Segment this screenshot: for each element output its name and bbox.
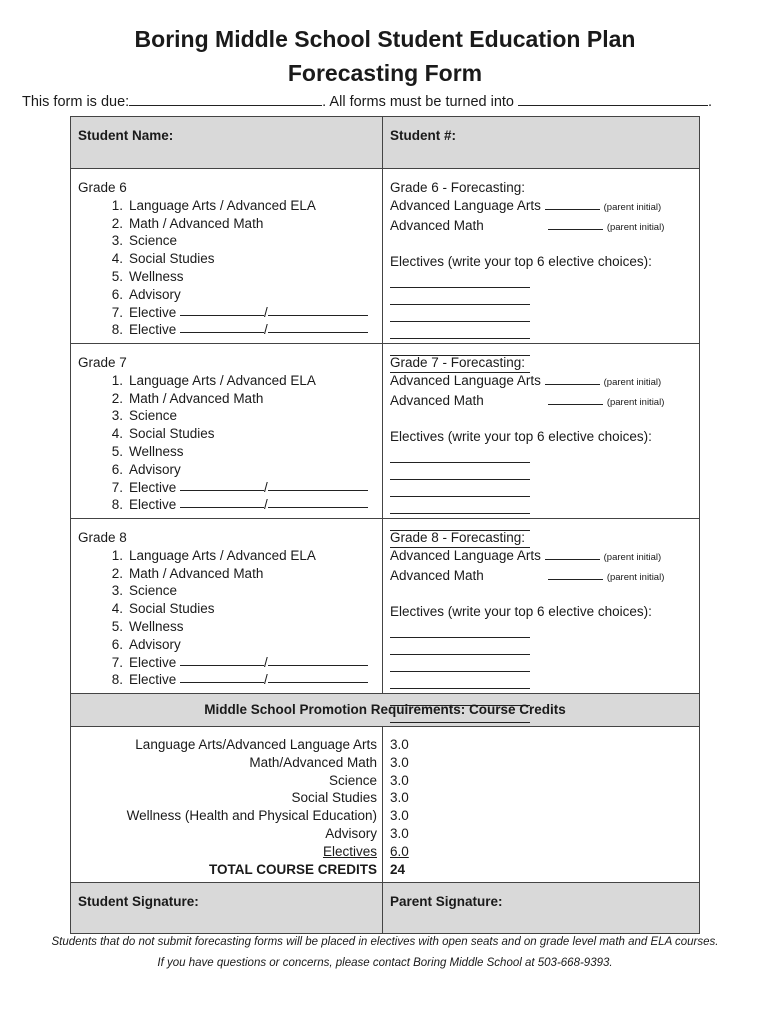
form-title: Boring Middle School Student Education Plan: [134, 26, 636, 52]
elective-blank[interactable]: [180, 496, 264, 508]
list-item: 5. Wellness: [111, 268, 184, 284]
list-item: 7. Elective /: [78, 654, 375, 672]
parent-signature-field[interactable]: Parent Signature:: [383, 883, 699, 933]
credit-subject: Science: [328, 772, 377, 788]
due-prefix: This form is due:: [22, 94, 130, 110]
list-item: 3. Science: [111, 233, 178, 249]
grade-6-forecasting: Grade 6 - Forecasting: Advanced Language Arts (parent initial) Advanced Math (parent initial) Electives (write your top 6 elective choices):: [383, 169, 699, 343]
adv-la-initial-blank[interactable]: [545, 198, 600, 210]
elective-choice-blank[interactable]: [390, 468, 530, 480]
turn-in-location-blank[interactable]: [518, 94, 708, 106]
adv-math-initial-blank[interactable]: [548, 218, 603, 230]
list-item: 8. Elective /: [78, 671, 375, 689]
elective-choice-blank[interactable]: [390, 485, 530, 497]
elective-alt-blank[interactable]: [268, 671, 368, 683]
student-signature-field[interactable]: Student Signature:: [71, 883, 383, 933]
due-middle: . All forms must be turned into: [322, 94, 514, 110]
credit-subjects: [71, 727, 383, 882]
elective-blank[interactable]: [180, 304, 264, 316]
list-item: 1. Language Arts / Advanced ELA: [111, 372, 316, 388]
list-item: 6. Advisory: [111, 286, 181, 302]
list-item: 8. Elective /: [78, 496, 375, 514]
list-item: 2. Math / Advanced Math: [111, 390, 264, 406]
adv-la-initial-blank[interactable]: [545, 548, 600, 560]
student-info-row: [71, 117, 699, 169]
elective-alt-blank[interactable]: [268, 479, 368, 491]
elective-blank[interactable]: [180, 479, 264, 491]
elective-blank[interactable]: [180, 321, 264, 333]
course-list: [78, 372, 375, 514]
elective-alt-blank[interactable]: [268, 654, 368, 666]
grade-7-row: [71, 344, 699, 519]
requirements-header-row: [71, 694, 699, 727]
list-item: 7. Elective /: [78, 304, 375, 322]
student-number-field[interactable]: Student #:: [383, 117, 699, 168]
credit-value: 3.0: [390, 790, 409, 806]
course-list: [78, 547, 375, 689]
footer-contact: If you have questions or concerns, please contact Boring Middle School at 503-668-9393.: [157, 957, 613, 969]
credit-values: [383, 727, 699, 882]
elective-alt-blank[interactable]: [268, 304, 368, 316]
elective-alt-blank[interactable]: [268, 321, 368, 333]
grade-6-row: [71, 169, 699, 344]
credit-subject: Social Studies: [291, 790, 377, 806]
elective-choice-blank[interactable]: [390, 276, 530, 288]
list-item: 6. Advisory: [111, 461, 181, 477]
list-item: 8. Elective /: [78, 321, 375, 339]
credit-subject: Math/Advanced Math: [249, 754, 377, 770]
adv-math-initial-blank[interactable]: [548, 568, 603, 580]
list-item: 4. Social Studies: [111, 251, 215, 267]
list-item: 4. Social Studies: [111, 601, 215, 617]
education-plan-table: [70, 116, 700, 934]
credit-subject: Language Arts/Advanced Language Arts: [135, 737, 377, 752]
elective-choice-blank[interactable]: [390, 310, 530, 322]
list-item: 2. Math / Advanced Math: [111, 215, 264, 231]
credit-subject: Advisory: [325, 825, 377, 841]
elective-choice-blank[interactable]: [390, 327, 530, 339]
total-credits-label: TOTAL COURSE CREDITS: [208, 861, 377, 877]
electives-prompt: Electives (write your top 6 elective choices):: [390, 604, 652, 620]
elective-choice-blank[interactable]: [390, 660, 530, 672]
elective-blank[interactable]: [180, 671, 264, 683]
requirements-title: Middle School Promotion Requirements: Course Credits: [204, 702, 566, 718]
elective-choice-blank[interactable]: [390, 626, 530, 638]
list-item: 3. Science: [111, 583, 178, 599]
grade-label: Grade 6: [78, 180, 127, 195]
grade-8-forecasting: Grade 8 - Forecasting: Advanced Language Arts (parent initial) Advanced Math (parent initial) Electives (write your top 6 elective choices):: [383, 519, 699, 693]
elective-choice-blank[interactable]: [390, 293, 530, 305]
grade-8-courses: [71, 519, 383, 693]
electives-prompt: Electives (write your top 6 elective choices):: [390, 254, 652, 270]
credit-subject: Wellness (Health and Physical Education): [126, 808, 377, 824]
grade-label: Grade 8: [78, 530, 127, 545]
credit-value: 6.0: [390, 843, 409, 859]
form-subtitle: Forecasting Form: [287, 60, 483, 86]
elective-alt-blank[interactable]: [268, 496, 368, 508]
credit-value: 3.0: [390, 737, 409, 752]
elective-choice-blank[interactable]: [390, 502, 530, 514]
forecast-title: Grade 8 - Forecasting:: [390, 530, 526, 545]
footer-note: Students that do not submit forecasting forms will be placed in electives with open seats and on grade level math and ELA courses.: [51, 936, 719, 948]
elective-choice-blank[interactable]: [390, 677, 530, 689]
credits-row: [71, 727, 699, 883]
list-item: 1. Language Arts / Advanced ELA: [111, 547, 316, 563]
elective-blank[interactable]: [180, 654, 264, 666]
list-item: 4. Social Studies: [111, 426, 215, 442]
elective-choice-blank[interactable]: [390, 451, 530, 463]
grade-6-courses: [71, 169, 383, 343]
adv-math-initial-blank[interactable]: [548, 393, 603, 405]
course-list: [78, 197, 375, 339]
adv-la-initial-blank[interactable]: [545, 373, 600, 385]
total-credits-value: 24: [390, 861, 406, 877]
credit-value: 3.0: [390, 772, 409, 788]
elective-choice-blank[interactable]: [390, 643, 530, 655]
list-item: 7. Elective /: [78, 479, 375, 497]
list-item: 1. Language Arts / Advanced ELA: [111, 197, 316, 213]
signature-row: [71, 883, 699, 933]
credit-value: 3.0: [390, 808, 409, 824]
due-date-blank[interactable]: [129, 94, 322, 106]
grade-7-courses: [71, 344, 383, 518]
student-name-field[interactable]: Student Name:: [71, 117, 383, 168]
forecast-title: Grade 7 - Forecasting:: [390, 355, 526, 370]
due-line: [22, 94, 757, 110]
credit-value: 3.0: [390, 825, 409, 841]
due-suffix: .: [708, 94, 713, 110]
grade-8-row: [71, 519, 699, 694]
list-item: 6. Advisory: [111, 636, 181, 652]
grade-label: Grade 7: [78, 355, 127, 370]
list-item: 5. Wellness: [111, 618, 184, 634]
credit-value: 3.0: [390, 754, 409, 770]
forecast-title: Grade 6 - Forecasting:: [390, 180, 526, 195]
list-item: 3. Science: [111, 408, 178, 424]
credit-subject: Electives: [322, 843, 377, 859]
list-item: 5. Wellness: [111, 443, 184, 459]
list-item: 2. Math / Advanced Math: [111, 565, 264, 581]
grade-7-forecasting: Grade 7 - Forecasting: Advanced Language Arts (parent initial) Advanced Math (parent initial) Electives (write your top 6 elective choices):: [383, 344, 699, 518]
electives-prompt: Electives (write your top 6 elective choices):: [390, 429, 652, 445]
